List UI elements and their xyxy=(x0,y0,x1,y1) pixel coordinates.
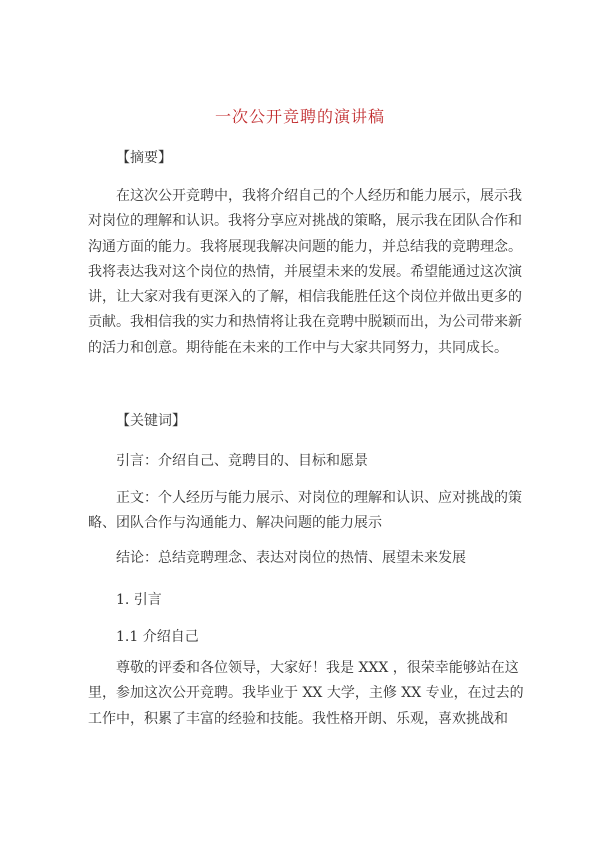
abstract-heading: 【摘要】 xyxy=(116,150,172,166)
keywords-body: 正文：个人经历与能力展示、对岗位的理解和认识、应对挑战的策略、团队合作与沟通能力、解决问题的能力展示 xyxy=(88,490,522,532)
keywords-intro: 引言：介绍自己、竞聘目的、目标和愿景 xyxy=(116,453,368,469)
document-title: 一次公开竞聘的演讲稿 xyxy=(214,107,385,126)
intro-paragraph: 尊敬的评委和各位领导，大家好！我是 XXX ，很荣幸能够站在这里，参加这次公开竞聘。我毕业于 XX 大学，主修 XX 专业，在过去的工作中，积累了丰富的经验和技能。我性格开朗、乐观，喜欢挑战和 xyxy=(88,660,524,727)
keywords-conclusion: 结论：总结竞聘理念、表达对岗位的热情、展望未来发展 xyxy=(116,550,466,566)
section-heading-1-1: 1.1 介绍自己 xyxy=(116,629,199,645)
abstract-paragraph: 在这次公开竞聘中，我将介绍自己的个人经历和能力展示，展示我对岗位的理解和认识。我将分享应对挑战的策略，展示我在团队合作和沟通方面的能力。我将展现我解决问题的能力，并总结我的竞聘理念。我将表达我对这个岗位的热情，并展望未来的发展。希望能通过这次演讲，让大家对我有更深入的了解，相信我能胜任这个岗位并做出更多的贡献。我相信我的实力和热情将让我在竞聘中脱颖而出，为公司带来新的活力和创意。期待能在未来的工作中与大家共同努力，共同成长。 xyxy=(88,188,522,356)
keywords-heading: 【关键词】 xyxy=(116,413,186,429)
section-heading-1: 1. 引言 xyxy=(116,592,162,608)
